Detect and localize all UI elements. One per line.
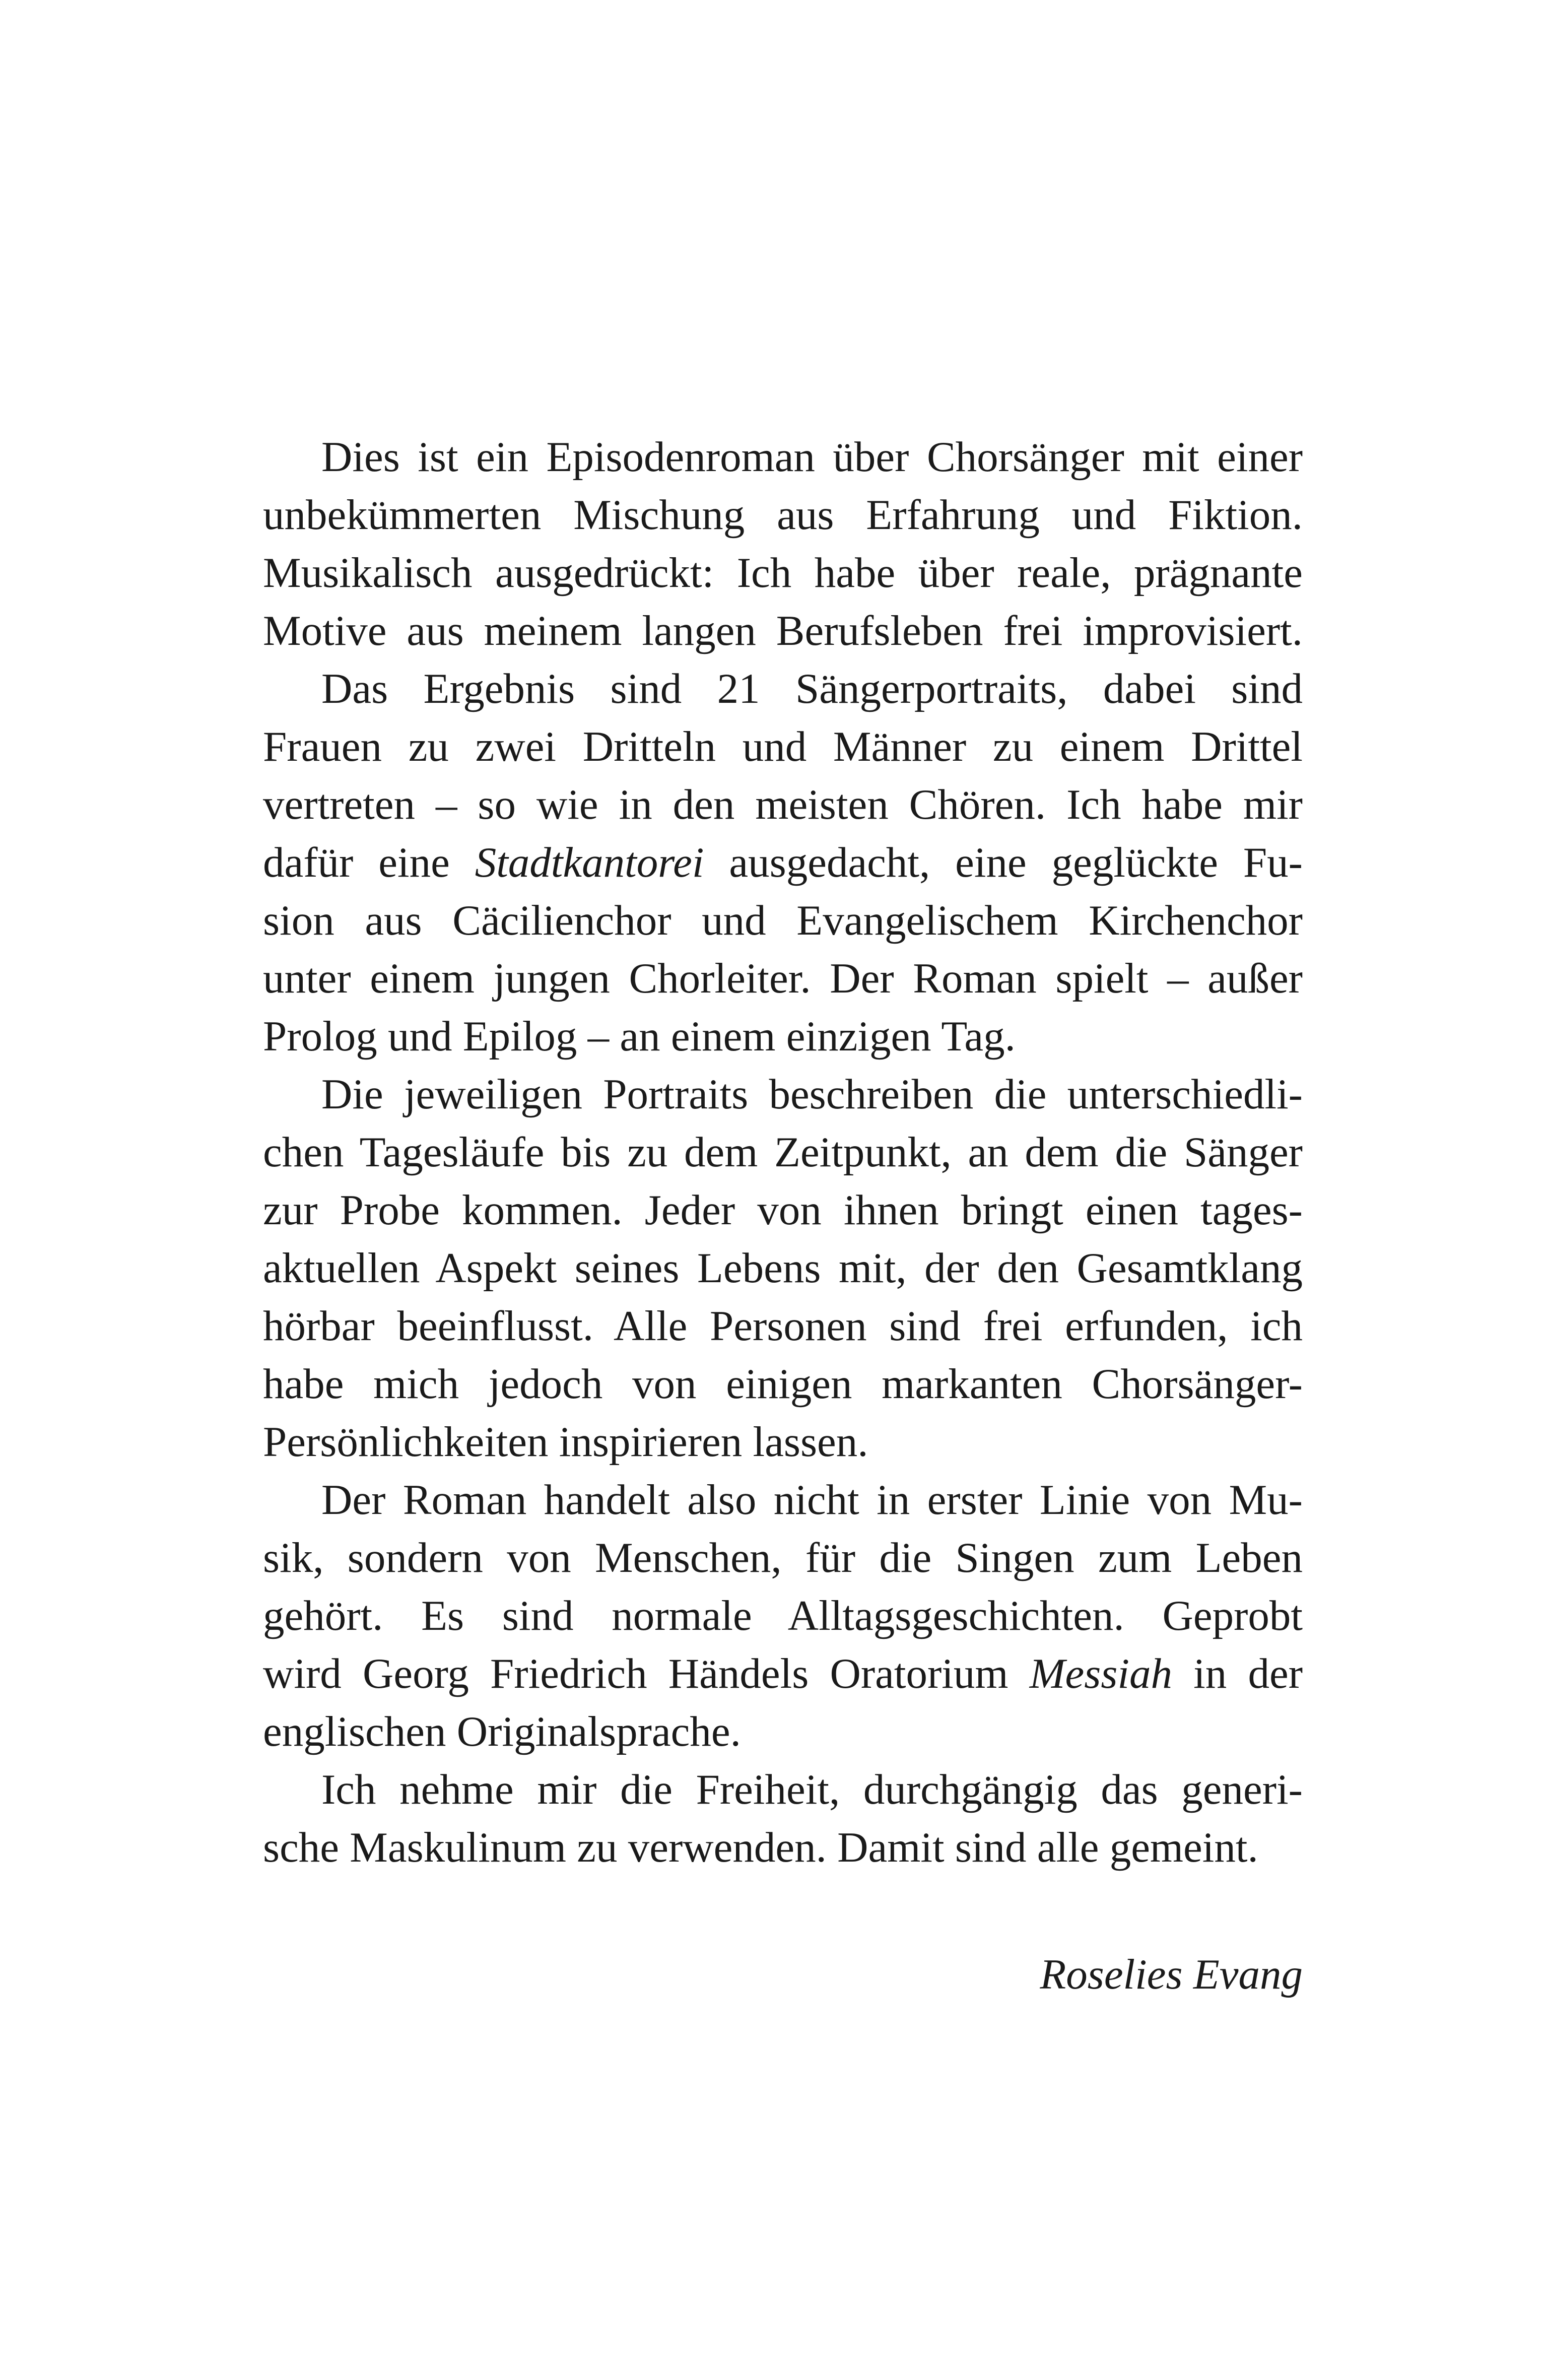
text-line: Der Roman handelt also nicht in erster Linie von Mu- <box>321 1476 1303 1524</box>
text-line: Prolog und Epilog – an einem einzigen Tag. <box>263 1013 1016 1060</box>
body-text <box>263 428 1303 1877</box>
text-line: sik, sondern von Menschen, für die Singen zum Leben <box>263 1534 1303 1581</box>
text-line: Musikalisch ausgedrückt: Ich habe über reale, prägnante <box>263 549 1303 597</box>
text-line <box>263 834 1303 892</box>
text-line <box>263 1645 1303 1703</box>
text-line: sion aus Cäcilienchor und Evangelischem Kirchenchor <box>263 897 1303 944</box>
text-line: Frauen zu zwei Dritteln und Männer zu einem Drittel <box>263 723 1303 770</box>
text-line: Dies ist ein Episodenroman über Chorsänger mit einer <box>321 433 1303 481</box>
text-line: Das Ergebnis sind 21 Sängerportraits, dabei sind <box>321 665 1303 712</box>
paragraph-4 <box>263 1471 1303 1761</box>
paragraph-5 <box>263 1761 1303 1877</box>
text-line: Ich nehme mir die Freiheit, durchgängig das generi- <box>321 1766 1303 1813</box>
text-line: hörbar beeinflusst. Alle Personen sind frei erfunden, ich <box>263 1302 1303 1350</box>
text-line: gehört. Es sind normale Alltagsgeschichten. Geprobt <box>263 1592 1303 1639</box>
author-signature: Roselies Evang <box>1040 1951 1303 1998</box>
text-line: Persönlichkeiten inspirieren lassen. <box>263 1418 868 1466</box>
text-line: Motive aus meinem langen Berufsleben frei improvisiert. <box>263 607 1303 654</box>
text-line: englischen Originalsprache. <box>263 1708 741 1755</box>
text-line: sche Maskulinum zu verwenden. Damit sind alle gemeint. <box>263 1824 1258 1871</box>
text-line: habe mich jedoch von einigen markanten Chorsänger- <box>263 1360 1303 1408</box>
text-line: zur Probe kommen. Jeder von ihnen bringt einen tages- <box>263 1186 1303 1234</box>
text-line: Die jeweiligen Portraits beschreiben die unterschiedli- <box>321 1071 1303 1118</box>
text-line: unbekümmerten Mischung aus Erfahrung und Fiktion. <box>263 491 1303 539</box>
paragraph-3 <box>263 1066 1303 1471</box>
text-line: unter einem jungen Chorleiter. Der Roman spielt – außer <box>263 955 1303 1002</box>
text-segment: ausgedacht, eine geglückte Fu- <box>704 839 1303 886</box>
italic-title: Messiah <box>1029 1650 1173 1697</box>
text-segment: dafür eine <box>263 839 475 886</box>
paragraph-1 <box>263 428 1303 660</box>
text-line: aktuellen Aspekt seines Lebens mit, der den Gesamtklang <box>263 1244 1303 1292</box>
text-line: chen Tagesläufe bis zu dem Zeitpunkt, an dem die Sänger <box>263 1129 1303 1176</box>
italic-title: Stadtkantorei <box>475 839 704 886</box>
paragraph-2 <box>263 660 1303 1066</box>
text-segment: wird Georg Friedrich Händels Oratorium <box>263 1650 1030 1697</box>
text-line: vertreten – so wie in den meisten Chören. Ich habe mir <box>263 781 1303 828</box>
text-segment: in der <box>1172 1650 1303 1697</box>
